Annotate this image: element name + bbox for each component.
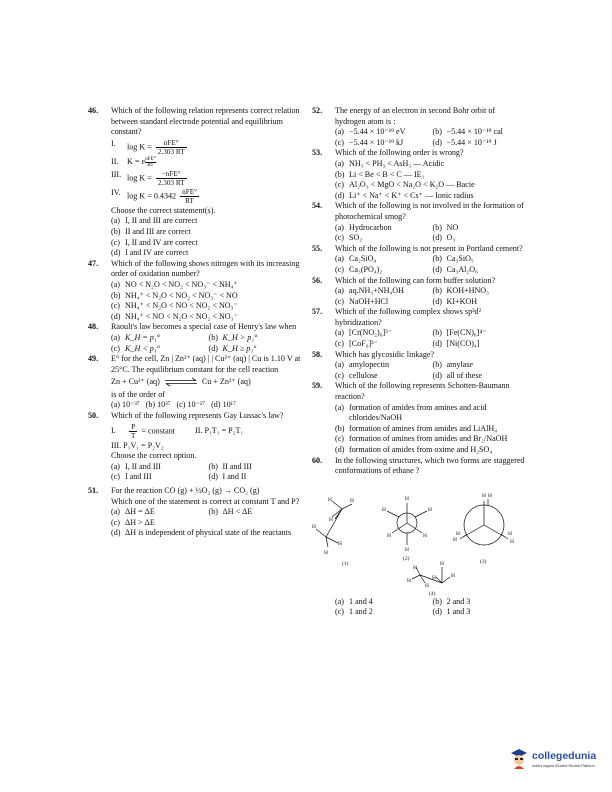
svg-text:H: H [328, 496, 332, 503]
svg-text:H: H [312, 523, 316, 530]
option-d: (d) ΔH is independent of physical state of the reactants [111, 528, 292, 538]
svg-text:H: H [329, 516, 333, 523]
question-text: Which of the following can form buffer solution? [335, 275, 496, 285]
options-grid [335, 360, 526, 381]
option-b: (b) K_H > p₁° [208, 332, 258, 342]
question-prompt: Choose the correct statement(s). [111, 205, 216, 215]
question-text: In the following structures, which two forms are staggered conformations of ethane ? [335, 455, 525, 476]
option-d: (d) formation of amides from oxime and H₂SO₄ [335, 445, 493, 454]
svg-text:H: H [425, 582, 429, 589]
question-54 [312, 201, 526, 243]
option-a: (a) Hydrocarbon [335, 222, 392, 232]
option-b: (b) NO [432, 222, 459, 232]
svg-text:H: H [482, 492, 486, 499]
option-b: (b) 10³⁷ [145, 400, 171, 410]
question-47 [88, 259, 302, 323]
option-b: (b) [Fe(CN)₆]⁴⁻ [432, 328, 487, 338]
fraction: $\frac{\text{nFE°}}{2.303 RT}$ [157, 138, 185, 156]
law-relation-iii: III. P₁V₁ = P₂V₂ [111, 440, 164, 450]
svg-text:H: H [451, 572, 455, 579]
options-grid [335, 254, 526, 275]
question-58 [312, 350, 526, 382]
option-a: (a) Ca₂SiO₄ [335, 254, 377, 264]
option-b: (b) formation of amines from amides and LiAlH₄ [335, 423, 498, 433]
option-c: (c) 1 and 2 [335, 607, 373, 617]
exponent-fraction: $\frac{\text{nFE°}}{RT}$ [145, 155, 156, 169]
option-a: (a) 1 and 4 [335, 596, 373, 606]
options-grid [335, 328, 526, 349]
question-50 [88, 411, 302, 483]
options-grid [111, 507, 302, 518]
reaction-equation: CO (g) + ½O₂ (g) → CO₂ (g) [164, 486, 260, 496]
right-column [312, 106, 526, 618]
question-60 [312, 456, 526, 477]
question-text: Which of the following complex shows sp³d² hybridization? [335, 307, 482, 327]
figure-label-1: (1) [342, 560, 349, 567]
option-b: (b) 2 and 3 [432, 596, 471, 606]
option-b: (b) II and III [208, 461, 252, 471]
question-57 [312, 307, 526, 349]
svg-text:H: H [440, 560, 444, 567]
ethane-conformations-diagram [312, 479, 526, 597]
svg-text:H: H [456, 530, 460, 537]
question-53 [312, 148, 526, 201]
question-tail: is of the order of [111, 389, 165, 399]
option-d: (d) I and IV are correct [111, 248, 189, 258]
question-text: Which of the following represents Schotten-Baumann reaction? [335, 381, 510, 402]
option-c: (c) formation of amines from amides and Br₂/NaOH [335, 434, 508, 444]
question-text: Which of the following is not present in Portland cement? [335, 243, 523, 253]
question-text: E° for the cell, Zn | Zn²⁺ (aq) | | Cu²⁺ (aq) | Cu is 1.10 V at 25°C. The equilibrium constant for the cell reaction [111, 354, 301, 374]
figure-label-3: (3) [480, 558, 487, 565]
question-number: 60. [312, 455, 323, 465]
question-number: 59. [312, 381, 323, 391]
graduate-mascot-icon [510, 748, 528, 770]
question-number: 48. [88, 322, 99, 332]
question-number: 54. [312, 201, 323, 211]
structure-3-newman [460, 499, 508, 545]
option-d: (d) Li⁺ < Na⁺ < K⁺ < Cs⁺ — Ionic radius [335, 190, 474, 200]
option-a: (a) −5.44 × 10⁻¹⁹ eV [335, 127, 406, 137]
question-number: 51. [88, 486, 99, 496]
option-d: (d) −5.44 × 10⁻¹⁹ J [432, 137, 497, 147]
option-d: (d) all of these [432, 370, 483, 380]
option-b: (b) II and III are correct [111, 226, 191, 236]
option-d: (d) I and II [208, 472, 247, 482]
option-a: (a) formation of amides from amines and acid chlorides/NaOH [335, 402, 487, 423]
svg-text:H: H [508, 530, 512, 537]
option-d: (d) [Ni(CO)₄] [432, 339, 480, 349]
question-text: Which of the following represents Gay Lussac's law? [111, 411, 284, 421]
option-a: (a) aq.NH₃+NH₄OH [335, 286, 404, 296]
svg-text:H: H [405, 546, 409, 553]
question-46 [88, 106, 302, 259]
question-text: Which of the following order is wrong? [335, 148, 464, 158]
svg-text:H: H [413, 564, 417, 571]
question-text-pre: For the reaction [111, 486, 163, 496]
option-b: (b) Ca₃SiO₅ [432, 254, 474, 264]
option-a: (a) ΔH = ΔE [111, 507, 155, 517]
question-number: 58. [312, 349, 323, 359]
law-relations: I. $\frac{P}{T}$ = constant II. P₁T₁ = P₂T₁ [111, 422, 244, 440]
options-grid [111, 333, 302, 354]
option-a: (a) I, II and III are correct [111, 216, 198, 226]
options-grid [335, 286, 526, 307]
option-c: (c) SO₂ [335, 233, 363, 243]
option-c: (c) Ca₃(PO₄)₂ [335, 264, 383, 274]
svg-text:H: H [387, 532, 391, 539]
option-c: (c) ΔH > ΔE [111, 517, 155, 527]
collegedunia-logo[interactable] [510, 747, 600, 777]
svg-text:H: H [405, 495, 409, 502]
option-a: (a) K_H = p₁° [111, 332, 160, 342]
option-c: (c) Al₂O₃ < MgO < Na₂O < K₂O — Bacie [335, 180, 475, 190]
equilibrium-arrow-icon [164, 377, 198, 387]
option-b: (b) NH₄⁺ < N₂O < NO₂ < NO₃⁻ < NO [111, 290, 238, 300]
question-49 [88, 354, 302, 411]
question-number: 55. [312, 243, 323, 253]
fraction: $\frac{\text{nFE°}}{RT}$ [182, 187, 197, 205]
question-52 [312, 106, 526, 148]
option-b: (b) ΔH < ΔE [208, 507, 253, 517]
svg-text:H: H [338, 540, 342, 547]
question-56 [312, 276, 526, 308]
option-a: (a) NH₃ < PH₃ < AsH₃ — Acidic [335, 158, 445, 168]
question-text: Which of the following is not involved in the formation of photochemical smog? [335, 201, 524, 221]
logo-tagline: India's largest Student Review Platform [532, 764, 595, 768]
question-55 [312, 244, 526, 276]
relation-iv: IV. log K = 0.4342 $\frac{\text{nFE°}}{RT}$ [111, 187, 197, 205]
structure-4-sawhorse [412, 564, 450, 583]
question-number: 52. [312, 106, 323, 115]
options-grid [111, 462, 302, 483]
option-d: (d) NH₄⁺ < NO < N₂O < NO₂ < NO₃⁻ [111, 311, 238, 321]
svg-text:H: H [488, 492, 492, 499]
question-text: Raoult's law becomes a special case of Henry's law when [111, 322, 297, 332]
option-d: (d) Ca₃Al₂O₆ [432, 264, 478, 274]
option-b: (b) amylase [432, 360, 474, 370]
question-number: 50. [88, 411, 99, 421]
relation-ii: II. K = e $\frac{\text{nFE°}}{RT}$ [111, 155, 156, 169]
question-text: Which has glycosidic linkage? [335, 349, 435, 359]
option-a: (a) [Cr(NO₂)₆]³⁻ [335, 328, 392, 338]
conformation-figures [312, 479, 526, 597]
question-59 [312, 381, 526, 455]
svg-text:H: H [428, 506, 432, 513]
svg-text:H: H [407, 577, 411, 584]
svg-text:H: H [432, 574, 436, 581]
cell-reaction: Zn + Cu²⁺ (aq) Cu + Zn²⁺ (aq) [111, 377, 251, 387]
fraction: $\frac{\text{−nFE°}}{2.303 RT}$ [157, 169, 185, 187]
question-48 [88, 322, 302, 354]
option-c: (c) K_H < p₁° [111, 343, 160, 353]
structure-2-newman [387, 503, 427, 545]
options-row [111, 400, 302, 411]
option-c: (c) NH₄⁺ < N₂O < NO < NO₂ < NO₃⁻ [111, 301, 238, 311]
option-d: (d) KI+KOH [432, 296, 478, 306]
option-c: (c) NaOH+HCl [335, 296, 389, 306]
figure-label-2: (2) [403, 555, 410, 562]
fraction: $\frac{P}{T}$ [131, 422, 136, 440]
question-51 [88, 486, 302, 539]
question-prompt: Choose the correct option. [111, 451, 197, 461]
option-c: (c) I, II and IV are correct [111, 237, 198, 247]
options-grid [335, 127, 526, 148]
options-grid [335, 223, 526, 244]
relation-iii: III. log K = $\frac{\text{−nFE°}}{2.303 RT}$ [111, 169, 185, 187]
option-a: (a) 10⁻³⁷ [111, 400, 140, 410]
question-number: 46. [88, 106, 99, 115]
structure-4-atoms [407, 561, 455, 589]
svg-text:H: H [382, 506, 386, 513]
question-number: 56. [312, 275, 323, 285]
question-text: The energy of an electron in second Bohr orbit of hydrogen atom is : [335, 106, 496, 126]
question-text: Which of the following shows nitrogen with its increasing order of oxidation number? [111, 258, 300, 279]
option-c: (c) −5.44 × 10⁻¹⁹ kJ [335, 137, 404, 147]
question-60-options [312, 597, 526, 618]
question-number: 53. [312, 148, 323, 158]
svg-text:H: H [350, 497, 354, 504]
option-c: (c) cellulose [335, 370, 378, 380]
logo-wordmark: collegedunia [532, 750, 597, 762]
option-c: (c) [CoF₆]³⁻ [335, 339, 378, 349]
question-number: 57. [312, 307, 323, 317]
question-number: 47. [88, 258, 99, 268]
svg-text:H: H [510, 538, 514, 545]
option-a: (a) I, II and III [111, 461, 161, 471]
options-grid [335, 597, 526, 618]
option-b: (b) KOH+HNO₃ [432, 286, 489, 296]
question-text: Which of the following relation represents correct relation between standard electrode potential and equilibrium constant? [111, 106, 300, 137]
option-d: (d) 10¹⁷ [211, 400, 236, 410]
question-text: Which one of the statement is correct at constant T and P? [111, 496, 300, 506]
left-column [88, 106, 302, 539]
structure-1-sawhorse [316, 501, 352, 547]
svg-text:H: H [423, 532, 427, 539]
svg-text:H: H [453, 536, 457, 543]
question-number: 49. [88, 354, 99, 364]
svg-text:H: H [324, 549, 328, 556]
option-d: (d) K_H ≥ p₁° [208, 343, 257, 353]
option-b: (b) −5.44 × 10⁻¹⁹ cal [432, 127, 503, 137]
option-d: (d) 1 and 3 [432, 607, 471, 617]
relation-i: I. log K = $\frac{\text{nFE°}}{2.303 RT}$ [111, 138, 185, 156]
option-c: (c) I and III [111, 472, 152, 482]
option-b: (b) Li < Be < B < C — IE₁ [335, 169, 425, 179]
option-a: (a) NO < N₂O < NO₂ < NO₃⁻ < NH₄⁺ [111, 279, 238, 289]
figure-label-4: (4) [429, 590, 436, 597]
option-c: (c) 10⁻¹⁷ [176, 400, 206, 410]
option-a: (a) amylopectin [335, 360, 390, 370]
option-d: (d) O₃ [432, 233, 456, 243]
